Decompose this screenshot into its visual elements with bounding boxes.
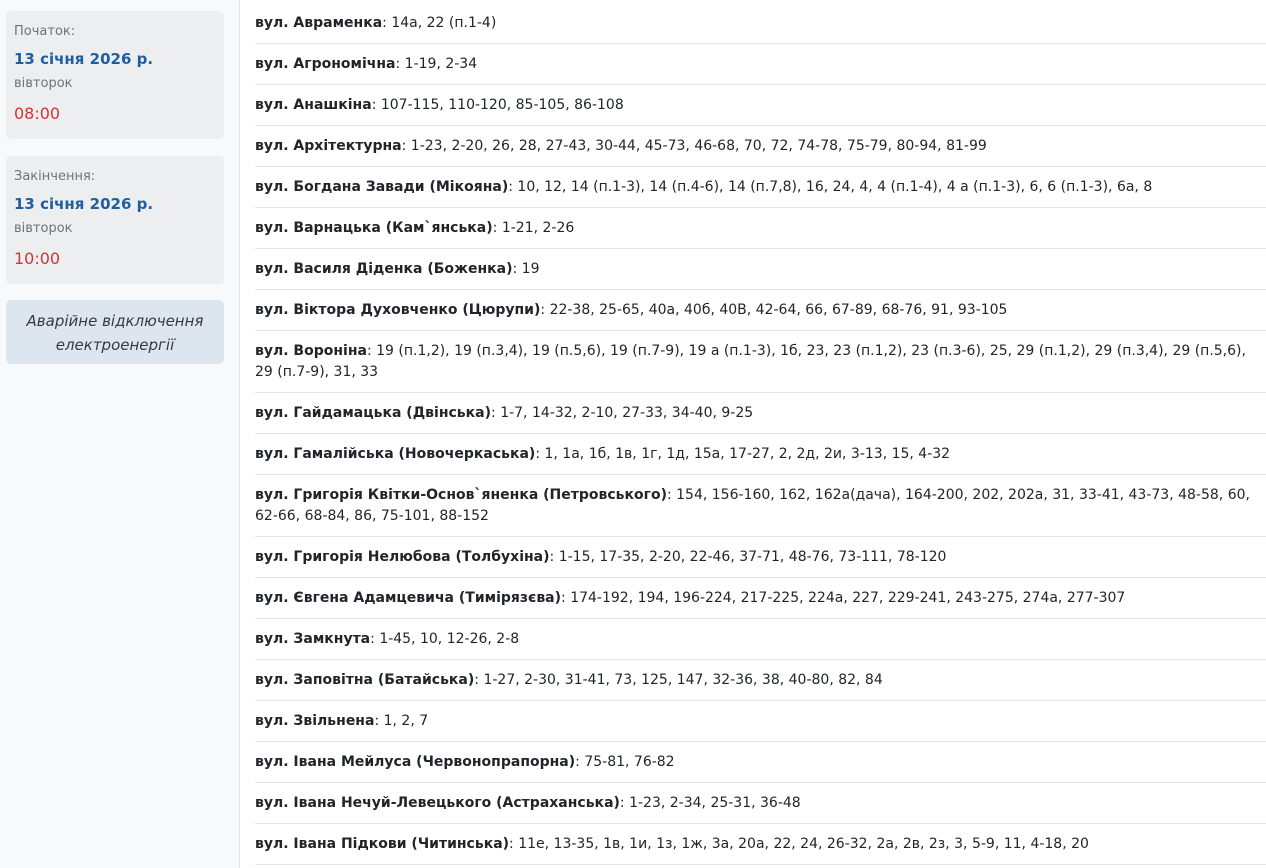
- house-numbers: 1-23, 2-34, 25-31, 36-48: [629, 795, 801, 811]
- separator: :: [401, 138, 411, 154]
- street-name: вул. Івана Нечуй-Левецького (Астраханська): [255, 795, 620, 811]
- street-row: [255, 742, 1266, 783]
- house-numbers: 1-7, 14-32, 2-10, 27-33, 34-40, 9-25: [500, 405, 754, 421]
- street-name: вул. Євгена Адамцевича (Тимірязєва): [255, 590, 562, 606]
- start-card: [6, 11, 224, 139]
- street-name: вул. Агрономічна: [255, 56, 396, 72]
- house-numbers: 14а, 22 (п.1-4): [391, 15, 497, 31]
- house-numbers: 1-21, 2-26: [501, 220, 575, 236]
- street-row: [255, 167, 1266, 208]
- house-numbers: 154, 156-160, 162, 162а(дача), 164-200, 202, 202а, 31, 33-41, 43-73, 48-58, 60, 62-66, 68-84, 86, 75-101, 88-152: [255, 487, 1250, 524]
- separator: :: [508, 179, 518, 195]
- house-numbers: 1, 2, 7: [383, 713, 429, 729]
- street-row: [255, 331, 1266, 393]
- separator: :: [366, 343, 377, 359]
- start-date: 13 січня 2026 р.: [14, 50, 154, 68]
- street-name: вул. Гайдамацька (Двінська): [255, 405, 492, 421]
- house-numbers: 107-115, 110-120, 85-105, 86-108: [380, 97, 624, 113]
- end-time: 10:00: [14, 249, 61, 268]
- separator: :: [575, 754, 585, 770]
- start-weekday: вівторок: [14, 76, 73, 91]
- street-row: [255, 44, 1266, 85]
- separator: :: [540, 302, 550, 318]
- street-row: [255, 475, 1266, 537]
- street-name: вул. Гамалійська (Новочеркаська): [255, 446, 536, 462]
- street-name: вул. Григорія Квітки-Основ`яненка (Петровського): [255, 487, 667, 503]
- street-name: вул. Василя Діденка (Боженка): [255, 261, 513, 277]
- separator: :: [549, 549, 559, 565]
- separator: :: [512, 261, 522, 277]
- house-numbers: 75-81, 76-82: [584, 754, 675, 770]
- house-numbers: 22-38, 25-65, 40а, 40б, 40В, 42-64, 66, 67-89, 68-76, 91, 93-105: [549, 302, 1008, 318]
- house-numbers: 1-27, 2-30, 31-41, 73, 125, 147, 32-36, 38, 40-80, 82, 84: [483, 672, 883, 688]
- end-card: [6, 156, 224, 284]
- separator: :: [474, 672, 484, 688]
- street-row: [255, 434, 1266, 475]
- street-row: [255, 660, 1266, 701]
- separator: :: [535, 446, 545, 462]
- separator: :: [509, 836, 519, 852]
- outage-type-text: Аварійне відключення електроенергії: [26, 312, 204, 354]
- end-label: Закінчення:: [14, 169, 96, 184]
- outage-type-badge: [6, 300, 224, 364]
- house-numbers: 1-19, 2-34: [404, 56, 478, 72]
- street-row: [255, 619, 1266, 660]
- separator: :: [492, 220, 502, 236]
- street-row: [255, 393, 1266, 434]
- street-name: вул. Віктора Духовченко (Цюрупи): [255, 302, 541, 318]
- end-date: 13 січня 2026 р.: [14, 195, 154, 213]
- street-name: вул. Авраменка: [255, 15, 383, 31]
- street-name: вул. Григорія Нелюбова (Толбухіна): [255, 549, 550, 565]
- start-label: Початок:: [14, 24, 76, 39]
- street-row: [255, 85, 1266, 126]
- house-numbers: 19: [521, 261, 540, 277]
- end-weekday: вівторок: [14, 221, 73, 236]
- house-numbers: 1-45, 10, 12-26, 2-8: [379, 631, 520, 647]
- house-numbers: 1-15, 17-35, 2-20, 22-46, 37-71, 48-76, 73-111, 78-120: [558, 549, 947, 565]
- street-row: [255, 249, 1266, 290]
- street-name: вул. Богдана Завади (Мікояна): [255, 179, 509, 195]
- street-name: вул. Івана Підкови (Читинська): [255, 836, 510, 852]
- house-numbers: 174-192, 194, 196-224, 217-225, 224а, 227, 229-241, 243-275, 274а, 277-307: [570, 590, 1126, 606]
- street-row: [255, 824, 1266, 865]
- street-name: вул. Анашкіна: [255, 97, 372, 113]
- street-row: [255, 126, 1266, 167]
- separator: :: [371, 97, 381, 113]
- street-name: вул. Замкнута: [255, 631, 371, 647]
- separator: :: [666, 487, 677, 503]
- street-row: [255, 701, 1266, 742]
- separator: :: [619, 795, 630, 811]
- house-numbers: 10, 12, 14 (п.1-3), 14 (п.4-6), 14 (п.7,8), 16, 24, 4, 4 (п.1-4), 4 а (п.1-3), 6, 6 (п.1-3), 6а, 8: [517, 179, 1153, 195]
- separator: :: [370, 631, 380, 647]
- street-row: [255, 290, 1266, 331]
- street-row: [255, 3, 1266, 44]
- street-row: [255, 578, 1266, 619]
- street-row: [255, 537, 1266, 578]
- separator: :: [561, 590, 571, 606]
- separator: :: [395, 56, 405, 72]
- separator: :: [374, 713, 384, 729]
- street-name: вул. Заповітна (Батайська): [255, 672, 475, 688]
- street-name: вул. Івана Мейлуса (Червонопрапорна): [255, 754, 576, 770]
- street-row: [255, 783, 1266, 824]
- street-list: [255, 3, 1266, 865]
- street-name: вул. Звільнена: [255, 713, 375, 729]
- separator: :: [491, 405, 501, 421]
- street-row: [255, 208, 1266, 249]
- house-numbers: 19 (п.1,2), 19 (п.3,4), 19 (п.5,6), 19 (п.7-9), 19 а (п.1-3), 1б, 23, 23 (п.1,2), 23 (п.3-6), 25, 29 (п.1,2), 29 (п.3,4), 29 (п.5,6), 29 (п.7-9), 31, 33: [255, 343, 1246, 380]
- street-name: вул. Архітектурна: [255, 138, 402, 154]
- sidebar: [0, 0, 240, 868]
- street-name: вул. Варнацька (Кам`янська): [255, 220, 493, 236]
- separator: :: [382, 15, 392, 31]
- house-numbers: 1-23, 2-20, 26, 28, 27-43, 30-44, 45-73, 46-68, 70, 72, 74-78, 75-79, 80-94, 81-99: [410, 138, 987, 154]
- house-numbers: 1, 1а, 1б, 1в, 1г, 1д, 15а, 17-27, 2, 2д, 2и, 3-13, 15, 4-32: [544, 446, 951, 462]
- start-time: 08:00: [14, 104, 61, 123]
- house-numbers: 11е, 13-35, 1в, 1и, 1з, 1ж, 3а, 20а, 22, 24, 26-32, 2а, 2в, 2з, 3, 5-9, 11, 4-18, 20: [518, 836, 1089, 852]
- street-name: вул. Воронiна: [255, 343, 367, 359]
